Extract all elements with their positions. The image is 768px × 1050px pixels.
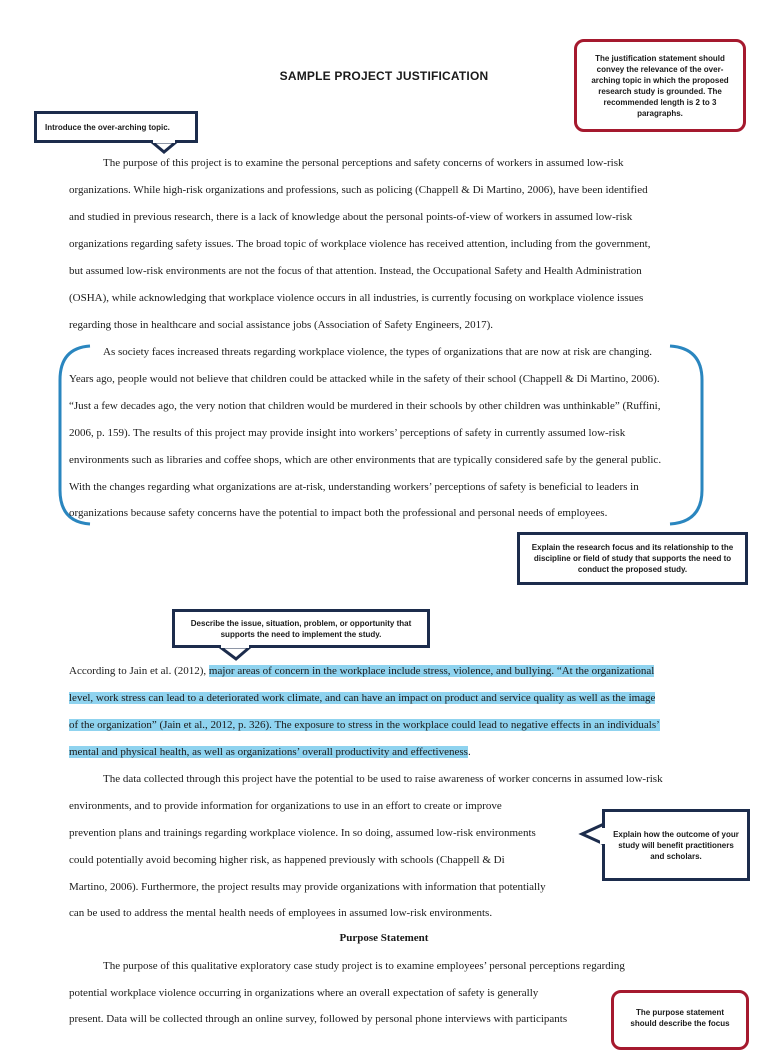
callout-describe-issue-text: Describe the issue, situation, problem, or opportunity that supports the need to implement the study. — [190, 618, 412, 639]
p1-line-5: but assumed low-risk environments are not the focus of that attention. Instead, the Occupational Safety and Health Administration — [69, 265, 642, 277]
callout-purpose-statement-text: The purpose statement should describe the focus — [630, 1008, 730, 1028]
p2-line-1: As society faces increased threats regarding workplace violence, the types of organizations that are now at risk are changing. — [103, 346, 652, 358]
p3-line-1 — [69, 664, 654, 678]
callout-justification — [574, 39, 746, 132]
p4-line-6: can be used to address the mental health needs of employees in assumed low-risk environments. — [69, 907, 493, 919]
p3-line-2-highlight: level, work stress can lead to a deteriorated work climate, and can have an impact on product and service quality as well as the image — [69, 692, 656, 704]
p3-line-3 — [69, 718, 660, 732]
p3-line-4 — [69, 745, 471, 759]
callout-justification-text: The justification statement should convey the relevance of the over-arching topic in which the proposed research study is grounded. The recommended length is 2 to 3 paragraphs. — [591, 53, 729, 118]
p4-line-5: Martino, 2006). Furthermore, the project results may provide organizations with information that potentially — [69, 881, 546, 893]
callout-issue-pointer — [218, 645, 254, 661]
p4-line-1: The data collected through this project have the potential to be used to raise awareness of worker concerns in assumed low-risk — [103, 773, 663, 785]
p3-line-2 — [69, 691, 655, 705]
p3-line-1-plain: According to Jain et al. (2012), — [69, 665, 209, 677]
p2-line-3: “Just a few decades ago, the very notion that children would be murdered in their schools by other children was unthinkable” (Ruffini, — [69, 400, 661, 412]
p1-line-3: and studied in previous research, there is a lack of knowledge about the personal points-of-view of workers in assumed low-risk — [69, 211, 633, 223]
callout-purpose-statement — [611, 990, 749, 1050]
p5-line-3: present. Data will be collected through an online survey, followed by personal phone interviews with participants — [69, 1013, 568, 1025]
callout-describe-issue — [172, 609, 430, 648]
p2-line-4: 2006, p. 159). The results of this project may provide insight into workers’ perceptions of safety in currently assumed low-risk — [69, 427, 626, 439]
p2-line-5: environments such as libraries and coffee shops, which are other environments that are typically considered safe by the general public. — [69, 454, 662, 466]
p1-line-7: regarding those in healthcare and social assistance jobs (Association of Safety Engineers, 2017). — [69, 319, 493, 331]
p2-line-7: organizations because safety concerns have the potential to impact both the professional and personal needs of employees. — [69, 507, 608, 519]
p3-line-4-plain: . — [467, 746, 471, 758]
p2-line-2: Years ago, people would not believe that children could be attacked while in the safety of their school (Chappell & Di Martino, 2006). — [69, 373, 660, 385]
p4-line-2: environments, and to provide information for organizations to use in an effort to create or improve — [69, 800, 502, 812]
p2-line-6: With the changes regarding what organizations are at-risk, understanding workers’ perceptions of safety is beneficial to leaders in — [69, 481, 639, 493]
callout-intro-topic-text: Introduce the over-arching topic. — [45, 122, 170, 132]
p4-line-3: prevention plans and trainings regarding workplace violence. In so doing, assumed low-risk environments — [69, 827, 536, 839]
pointer-joint — [600, 828, 606, 844]
p5-line-1: The purpose of this qualitative exploratory case study project is to examine employees’ personal perceptions regarding — [103, 960, 625, 972]
p1-line-6: (OSHA), while acknowledging that workplace violence occurs in all industries, is currently focusing on workplace violence issues — [69, 292, 644, 304]
callout-explain-outcome-text: Explain how the outcome of your study will benefit practitioners and scholars. — [613, 829, 739, 861]
p5-line-2: potential workplace violence occurring in organizations where an overall expectation of safety is generally — [69, 987, 539, 999]
p1-line-2: organizations. While high-risk organizations and professions, such as policing (Chappell & Di Martino, 2006), have been identified — [69, 184, 648, 196]
p3-line-4-highlight: mental and physical health, as well as organizations’ overall productivity and effectiveness — [69, 746, 468, 758]
callout-intro-topic — [34, 111, 198, 143]
p1-line-1: The purpose of this project is to examine the personal perceptions and safety concerns of workers in assumed low-risk — [103, 157, 624, 169]
callout-research-focus-text: Explain the research focus and its relationship to the discipline or field of study that supports the need to conduct the proposed study. — [531, 543, 734, 574]
purpose-heading: Purpose Statement — [339, 932, 429, 944]
p3-line-3-highlight: of the organization” (Jain et al., 2012, p. 326). The exposure to stress in the workplace could lead to negative effects in an individuals’ — [69, 719, 660, 731]
p4-line-4: could potentially avoid becoming higher risk, as happened previously with schools (Chappell & Di — [69, 854, 505, 866]
p3-line-1-highlight: major areas of concern in the workplace include stress, violence, and bullying. “At the organizational — [208, 665, 655, 677]
callout-research-focus — [517, 532, 748, 585]
p1-line-4: organizations regarding safety issues. The broad topic of workplace violence has received attention, including from the government, — [69, 238, 651, 250]
callout-intro-pointer — [150, 140, 180, 154]
callout-explain-outcome — [602, 809, 750, 881]
document-title: SAMPLE PROJECT JUSTIFICATION — [279, 69, 489, 83]
